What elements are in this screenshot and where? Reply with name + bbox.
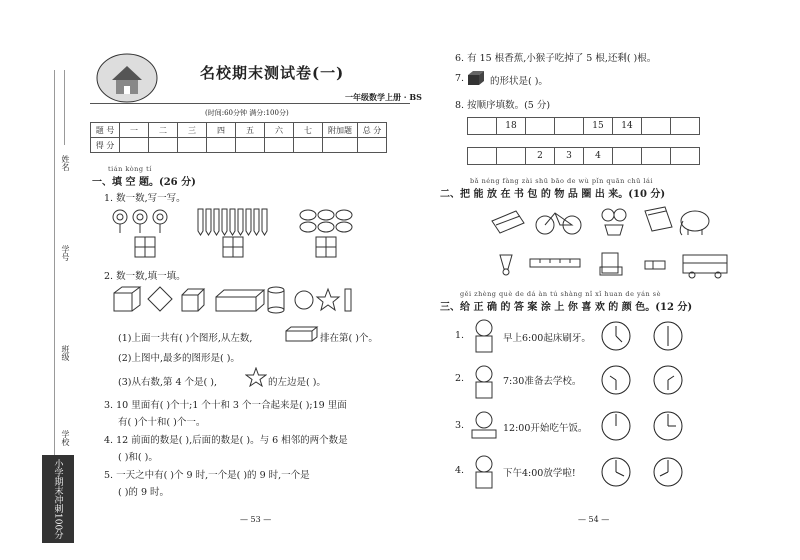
score-cell[interactable] [120, 138, 149, 153]
fish-icon [300, 210, 352, 232]
score-header-3: 三 [178, 123, 207, 138]
question-7-number: 7. [455, 73, 465, 84]
question-2a-part2: 排在第( )个。 [320, 333, 378, 344]
score-header-7: 七 [294, 123, 323, 138]
question-2b: (2)上图中,最多的图形是( )。 [118, 353, 240, 364]
clock-icon [654, 322, 682, 350]
seq-cell[interactable] [671, 118, 700, 135]
question-4-cont: ( )和( )。 [118, 452, 158, 463]
score-header-8: 附加题 [323, 123, 358, 138]
item-3-text: 12:00开始吃午饭。 [503, 423, 588, 434]
question-4: 4. 12 前面的数是( ),后面的数是( )。与 6 相邻的两个数是 [104, 435, 348, 446]
score-header-0: 题 号 [91, 123, 120, 138]
question-3: 3. 10 里面有( )个十;1 个十和 3 个一合起来是( );19 里面 [104, 400, 347, 411]
pencil-case-icon [492, 211, 524, 233]
item-4-text: 下午4:00放学啦! [503, 468, 576, 479]
flower-icon [113, 210, 127, 233]
eraser-icon [645, 261, 665, 269]
item-2-text: 7:30准备去学校。 [503, 376, 582, 387]
score-cell[interactable] [236, 138, 265, 153]
clock-icon [602, 458, 630, 486]
question-8: 8. 按顺序填数。(5 分) [455, 100, 551, 111]
question-1: 1. 数一数,写一写。 [104, 193, 186, 204]
question-2c-part2: 的左边是( )。 [268, 377, 326, 388]
name-line [64, 70, 65, 145]
child-brushing-icon [476, 320, 492, 352]
clock-icon [602, 412, 630, 440]
sequence-row-1 [467, 117, 700, 135]
item-2-number: 2. [455, 373, 465, 384]
seq-cell[interactable] [468, 118, 497, 135]
question-2: 2. 数一数,填一填。 [104, 271, 186, 282]
clock-faces[interactable] [600, 318, 700, 498]
page-number-right: — 54 — [578, 515, 610, 524]
item-1-number: 1. [455, 330, 465, 341]
name-label: 姓名 [61, 155, 70, 171]
clock-icon [654, 412, 682, 440]
score-cell[interactable] [265, 138, 294, 153]
logo-house-icon [92, 48, 162, 104]
seq-cell[interactable] [642, 148, 671, 165]
seq-cell[interactable]: 2 [526, 148, 555, 165]
book-icon [645, 207, 672, 231]
seq-cell[interactable]: 14 [613, 118, 642, 135]
title-rule [90, 103, 410, 104]
clock-icon [602, 322, 630, 350]
bicycle-icon [536, 213, 581, 234]
section2-pinyin: bǎ néng fàng zài shū bāo de wù pǐn quān chū lái [470, 177, 653, 185]
section3-pinyin: gěi zhèng què de dá àn tú shàng nǐ xǐ huan de yán sè [460, 290, 661, 298]
question-6: 6. 有 15 根香蕉,小猴子吃掉了 5 根,还剩( )根。 [455, 53, 657, 64]
seq-cell[interactable]: 3 [555, 148, 584, 165]
student-id-label: 学号 [61, 245, 70, 261]
answer-boxes [135, 237, 336, 257]
sequence-row-2 [467, 147, 700, 165]
item-1-text: 早上6:00起床刷牙。 [503, 333, 591, 344]
child-home-icon [476, 456, 492, 488]
ruler-icon [530, 259, 580, 267]
series-stamp: 小学期末冲刺100分 [42, 455, 74, 543]
question-2a-part1: (1)上面一共有( )个图形,从左数, [118, 333, 253, 344]
score-header-1: 一 [120, 123, 149, 138]
page-number-left: — 53 — [240, 515, 272, 524]
question-5: 5. 一天之中有( )个 9 时,一个是( )的 9 时,一个是 [104, 470, 310, 481]
score-row-label: 得 分 [91, 138, 120, 153]
page-title: 名校期末测试卷(一) [200, 64, 345, 82]
question-3-cont: 有( )个十和( )个一。 [118, 417, 206, 428]
seq-cell[interactable]: 18 [497, 118, 526, 135]
score-header-4: 四 [207, 123, 236, 138]
score-header-5: 五 [236, 123, 265, 138]
class-label: 班级 [61, 345, 70, 361]
school-items [490, 203, 730, 283]
score-header-6: 六 [265, 123, 294, 138]
clock-icon [602, 366, 630, 394]
item-3-number: 3. [455, 420, 465, 431]
children-illustrations [466, 318, 506, 498]
score-cell[interactable] [323, 138, 358, 153]
chair-icon [600, 253, 622, 275]
score-header-9: 总 分 [358, 123, 387, 138]
cuboid-icon [285, 326, 319, 342]
section1-pinyin: tián kòng tí [108, 165, 152, 173]
count-pictures [108, 205, 388, 260]
school-label: 学校 [61, 430, 70, 446]
section3-heading: 三、给 正 确 的 答 案 涂 上 你 喜 欢 的 颜 色。(12 分) [440, 302, 693, 313]
score-cell[interactable] [178, 138, 207, 153]
bus-icon [683, 255, 727, 278]
seq-cell[interactable] [497, 148, 526, 165]
seq-cell[interactable] [642, 118, 671, 135]
question-7: 的形状是( )。 [490, 76, 548, 87]
score-cell[interactable] [207, 138, 236, 153]
seq-cell[interactable] [671, 148, 700, 165]
section1-heading: 一、填 空 题。(26 分) [92, 177, 196, 188]
seq-cell[interactable]: 4 [584, 148, 613, 165]
clock-icon [654, 458, 682, 486]
pencils-icon [198, 209, 267, 235]
section2-heading: 二、把 能 放 在 书 包 的 物 品 圈 出 来。(10 分) [440, 189, 666, 200]
time-info: (时间:60分钟 满分:100分) [205, 109, 289, 117]
seq-cell[interactable] [468, 148, 497, 165]
shapes-row [112, 285, 362, 315]
clock-icon [654, 366, 682, 394]
score-table [90, 122, 387, 153]
seq-cell[interactable] [555, 118, 584, 135]
flower-icon [153, 210, 167, 233]
seq-cell[interactable]: 15 [584, 118, 613, 135]
child-school-icon [476, 366, 492, 398]
question-2c-part1: (3)从右数,第 4 个是( ), [118, 377, 218, 388]
cube-icon [467, 70, 485, 86]
score-header-2: 二 [149, 123, 178, 138]
item-4-number: 4. [455, 465, 465, 476]
question-5-cont: ( )的 9 时。 [118, 487, 170, 498]
seq-cell[interactable] [613, 148, 642, 165]
logo [92, 48, 162, 104]
child-lunch-icon [472, 412, 496, 438]
score-cell[interactable] [149, 138, 178, 153]
shuttlecock-icon [500, 255, 512, 275]
score-cell[interactable] [294, 138, 323, 153]
star-icon [245, 367, 267, 387]
seq-cell[interactable] [526, 118, 555, 135]
elephant-icon [680, 211, 709, 235]
score-cell[interactable] [358, 138, 387, 153]
flower-pot-icon [602, 209, 626, 235]
subtitle: 一年级数学上册 · BS [345, 92, 422, 102]
flower-icon [133, 210, 147, 233]
